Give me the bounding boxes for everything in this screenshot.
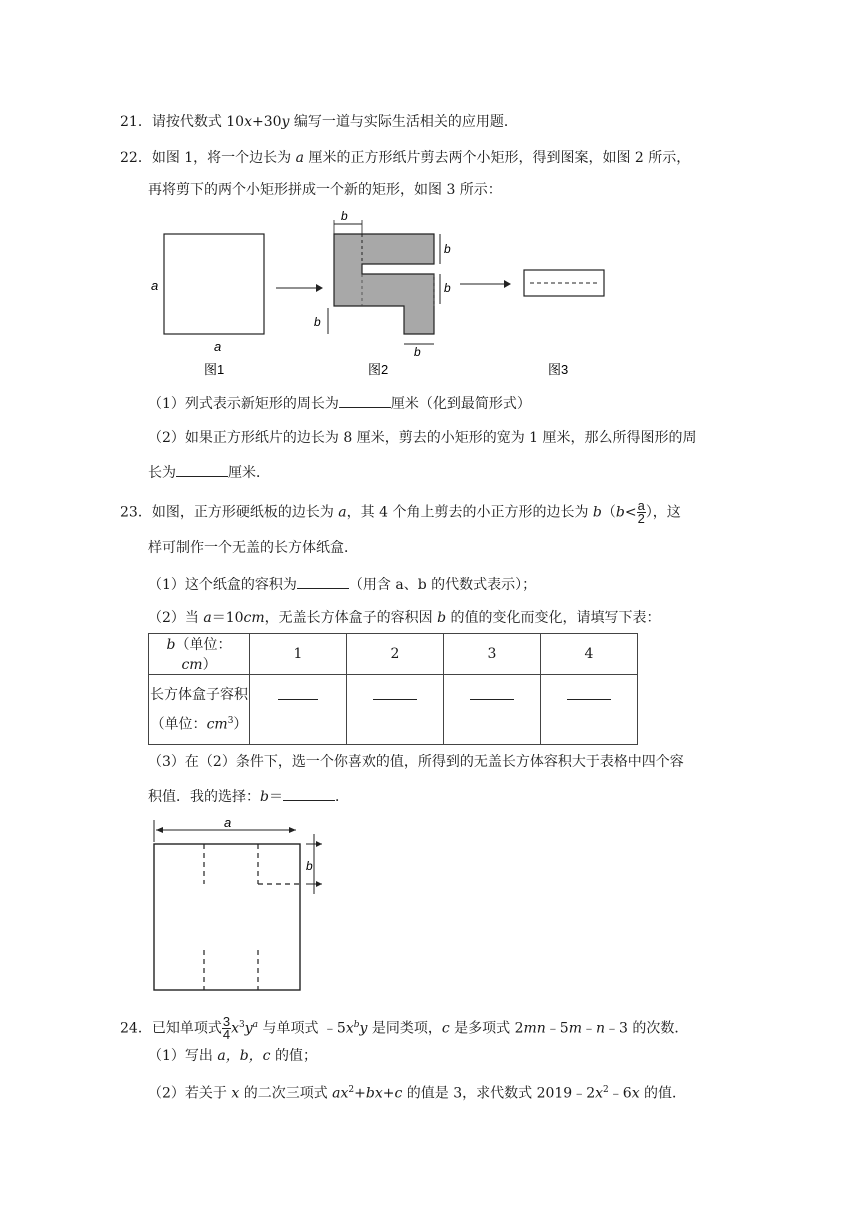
superscript: 3: [238, 1020, 245, 1030]
superscript: 2: [603, 1085, 609, 1095]
q23-sub2: [148, 608, 661, 628]
q23-sub3-text: ＝: [268, 789, 283, 805]
q21-number: 21．: [120, 114, 152, 130]
answer-blank[interactable]: [278, 685, 318, 700]
table-row: [149, 675, 638, 745]
q23-sub3-line1: （3）在（2）条件下，选一个你喜欢的值，所得到的无盖长方体容积大于表格中四个容: [148, 754, 684, 770]
q23-number: 23．: [120, 504, 152, 521]
var-b: b: [260, 789, 269, 805]
superscript: b: [353, 1020, 360, 1030]
fraction-3-over-4: [222, 1016, 231, 1041]
volume-cell[interactable]: [444, 675, 541, 745]
fig1-label-a-bottom: a: [214, 339, 222, 354]
unit-text: （单位：: [175, 637, 232, 653]
q21-line: [120, 112, 518, 132]
header-b-value: 4: [541, 634, 638, 675]
answer-blank[interactable]: [373, 685, 417, 700]
q23-sub2-text: ＝10: [211, 610, 244, 626]
q23-sub2-text: （2）当: [148, 610, 204, 626]
volume-unit: [149, 708, 249, 738]
q22-text: 如图 1，将一个边长为: [151, 150, 296, 166]
fig2-shape: [334, 234, 434, 334]
fig2-caption: 图2: [368, 362, 389, 377]
q24-text: ﹣3 的次数．: [605, 1020, 689, 1037]
q23-line1: [120, 500, 681, 525]
frac-den: 4: [222, 1027, 231, 1043]
var-bx: bx: [365, 1085, 383, 1102]
q23-sub2-text: 的值的变化而变化，请填写下表：: [446, 610, 661, 626]
q22-number: 22．: [120, 150, 152, 166]
unit-cm: cm: [206, 716, 228, 733]
fraction-a-over-2: [637, 500, 646, 525]
var-x: x: [631, 1085, 640, 1102]
label-b: b: [444, 242, 451, 256]
q23-sub3-text: ．: [334, 789, 349, 805]
q23-line2: 样可制作一个无盖的长方体纸盒．: [148, 540, 358, 556]
var-x: x: [244, 114, 252, 130]
q24-text: ﹣5: [545, 1020, 569, 1037]
var-c: c: [394, 1085, 403, 1102]
var-abc: a，b，c: [217, 1048, 271, 1064]
var-mn: mn: [523, 1020, 546, 1037]
var-y: y: [244, 1020, 253, 1037]
answer-blank[interactable]: [283, 786, 335, 801]
superscript: 3: [227, 715, 234, 726]
q24-sub1-text: 的值；: [270, 1048, 317, 1064]
volume-cell[interactable]: [347, 675, 444, 745]
var-x: x: [231, 1085, 240, 1102]
unit-cm: cm: [243, 610, 265, 626]
fig1-caption: 图1: [204, 362, 225, 377]
q23-sub3-line2: [148, 786, 349, 807]
q22-sub2-text: 长为: [148, 465, 176, 481]
q24-text: 已知单项式: [151, 1020, 222, 1037]
var-a: a: [295, 150, 304, 166]
q24-sub2-text: ﹣6: [608, 1085, 632, 1102]
q23-sub3-text: 积值．我的选择：: [148, 789, 260, 805]
var-b: b: [437, 610, 447, 626]
label-b: b: [314, 315, 321, 329]
q24-line1: [120, 1010, 688, 1044]
fig3-caption: 图3: [548, 362, 569, 377]
q23-sub2-text: ，无盖长方体盒子的容积因: [264, 610, 438, 626]
table-row: [149, 634, 638, 675]
volume-label: 长方体盒子容积: [150, 686, 248, 703]
var-b: b: [166, 637, 176, 653]
q24-sub2-text: 的值．: [639, 1085, 687, 1102]
var-x: x: [231, 1020, 239, 1037]
q24-text: ﹣: [582, 1020, 597, 1037]
label-b: b: [414, 345, 421, 359]
q23-sub1: [148, 574, 536, 595]
q21-text: +30: [252, 114, 282, 130]
q24-sub2-text: 的二次三项式: [239, 1085, 333, 1102]
label-b: b: [341, 210, 348, 223]
fig1-square: [164, 234, 264, 334]
var-x: x: [345, 1020, 354, 1037]
header-b-value: 2: [347, 634, 444, 675]
answer-blank[interactable]: [339, 393, 391, 408]
arrow-1-head: [316, 284, 323, 292]
q23-sub1-text: （1）这个纸盒的容积为: [148, 577, 297, 593]
frac-num: 3: [222, 1014, 231, 1030]
var-a: a: [338, 504, 347, 521]
q23-text: ），这: [645, 504, 681, 521]
q24-text: 与单项式 ﹣5: [258, 1020, 346, 1037]
q22-text: 厘米的正方形纸片剪去两个小矩形，得到图案，如图 2 所示，: [304, 150, 691, 166]
label-a: a: [224, 815, 232, 830]
q24-sub2-text: 的值是 3，求代数式 2019﹣2: [402, 1085, 596, 1102]
superscript: a: [252, 1020, 258, 1030]
q22-sub1: [148, 393, 531, 414]
unit-text: ）: [233, 716, 248, 733]
q22-sub2-text: 厘米．: [228, 465, 270, 481]
q23-text: 如图，正方形硬纸板的边长为: [151, 504, 339, 521]
q24-sub2-text: +: [354, 1085, 366, 1102]
var-y: y: [359, 1020, 368, 1037]
var-c: c: [441, 1020, 450, 1037]
var-a: a: [203, 610, 212, 626]
answer-blank[interactable]: [297, 574, 349, 589]
unit-text: ）: [202, 657, 217, 673]
q23-text: <: [624, 504, 637, 521]
label-b: b: [306, 859, 313, 873]
q24-sub2-text: （2）若关于: [148, 1085, 232, 1102]
header-b-value: 1: [250, 634, 347, 675]
var-m: m: [568, 1020, 583, 1037]
q24-sub2: [148, 1080, 686, 1104]
q22-figure: [148, 210, 618, 386]
label-b: b: [444, 281, 451, 295]
var-y: y: [281, 114, 290, 130]
q23-figure: [146, 814, 336, 998]
q23-text: ，其 4 个角上剪去的小正方形的边长为: [346, 504, 593, 521]
unit-text: （单位：: [150, 716, 207, 733]
row-volume-label: [149, 675, 250, 745]
frac-den: 2: [637, 511, 645, 526]
superscript: 2: [348, 1085, 355, 1095]
q22-sub1-text: （1）列式表示新矩形的周长为: [148, 396, 339, 412]
volume-cell[interactable]: [250, 675, 347, 745]
answer-blank[interactable]: [567, 685, 611, 700]
arrow-2-head: [504, 280, 511, 288]
q24-sub1-text: （1）写出: [148, 1048, 218, 1064]
q24-text: 是同类项，: [367, 1020, 442, 1037]
cardboard-square: [154, 844, 300, 990]
frac-num: a: [637, 498, 645, 513]
var-x: x: [595, 1085, 604, 1102]
var-ax: ax: [332, 1085, 349, 1102]
var-b: b: [615, 504, 625, 521]
q22-sub2-line1: （2）如果正方形纸片的边长为 8 厘米，剪去的小矩形的宽为 1 厘米，那么所得图形的周: [148, 430, 697, 446]
q24-sub1: [148, 1046, 317, 1066]
q22-line1: [120, 148, 690, 168]
q22-sub2-line2: [148, 462, 270, 483]
q21-text: 请按代数式 10: [151, 114, 245, 130]
answer-blank[interactable]: [176, 462, 228, 477]
q24-sub2-text: +: [382, 1085, 395, 1102]
var-n: n: [596, 1020, 606, 1037]
volume-table: [148, 633, 638, 745]
q21-text: 编写一道与实际生活相关的应用题．: [289, 114, 518, 130]
fig1-label-a-side: a: [151, 278, 159, 293]
q24-number: 24．: [120, 1020, 152, 1037]
unit-cm: cm: [181, 657, 203, 673]
header-b-value: 3: [444, 634, 541, 675]
volume-cell[interactable]: [541, 675, 638, 745]
var-b: b: [592, 504, 602, 521]
q24-text: 是多项式 2: [449, 1020, 524, 1037]
q22-sub1-text: 厘米（化到最简形式）: [390, 396, 531, 412]
answer-blank[interactable]: [470, 685, 514, 700]
q23-text: （: [601, 504, 616, 521]
fig3-rect: [524, 270, 604, 296]
q23-sub1-text: （用含 a、b 的代数式表示）；: [348, 577, 537, 593]
header-b: [149, 634, 250, 675]
q22-line2: 再将剪下的两个小矩形拼成一个新的矩形，如图 3 所示：: [148, 182, 502, 198]
